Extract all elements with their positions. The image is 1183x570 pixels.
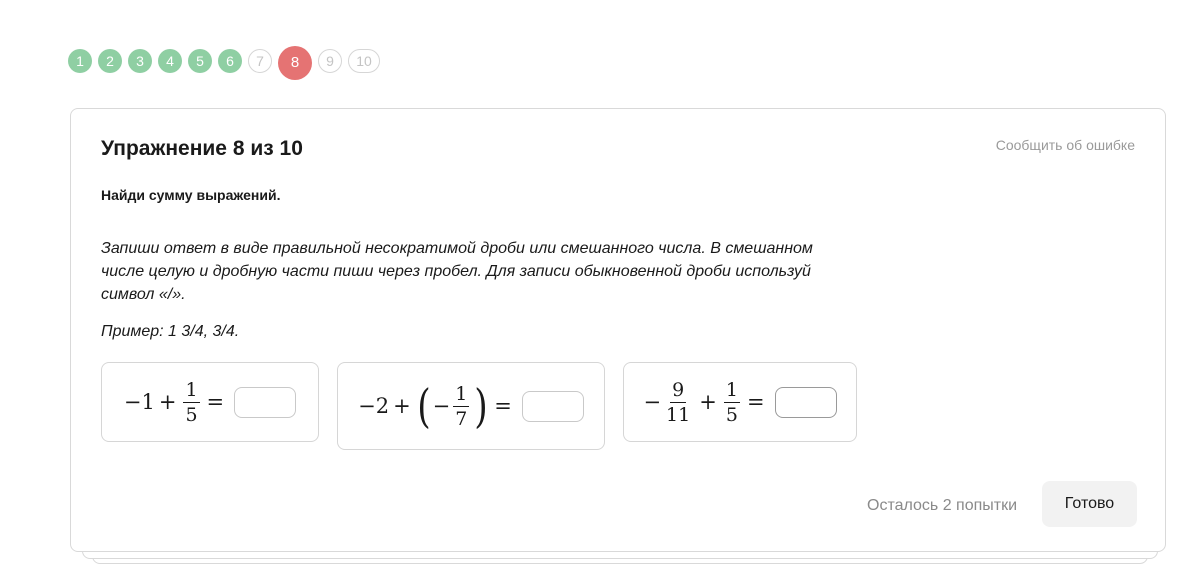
expr1-fraction (183, 379, 199, 426)
expression-3 (623, 362, 857, 442)
step-6[interactable]: 6 (218, 49, 242, 73)
expr3-equals: = (746, 390, 765, 414)
report-error-link[interactable]: Сообщить об ошибке (995, 137, 1135, 153)
example-text: Пример: 1 3/4, 3/4. (101, 323, 240, 340)
step-10[interactable]: 10 (348, 49, 380, 73)
answer-input-3[interactable] (775, 387, 837, 418)
answer-input-1[interactable] (234, 387, 296, 418)
step-4[interactable]: 4 (158, 49, 182, 73)
step-2[interactable]: 2 (98, 49, 122, 73)
attempts-remaining: Осталось 2 попытки (867, 497, 1018, 514)
expr1-denominator: 5 (185, 403, 198, 426)
expr3-lead-sign: − (643, 390, 662, 414)
left-paren: ( (416, 379, 431, 433)
right-paren: ) (474, 379, 489, 433)
expr2-denominator: 7 (455, 407, 468, 430)
exercise-title: Упражнение 8 из 10 (101, 137, 303, 160)
expr1-plus: + (158, 390, 177, 414)
expr3-fraction-2 (724, 379, 740, 426)
expr3-numerator-1: 9 (672, 378, 685, 401)
exercise-card (70, 108, 1166, 552)
expr2-equals: = (494, 394, 512, 418)
submit-button[interactable]: Готово (1042, 481, 1137, 527)
expr1-numerator: 1 (185, 378, 198, 401)
instruction-text: Запиши ответ в виде правильной несократимой дроби или смешанного числа. В смешанном числе целую и дробную части пиши через пробел. Для записи обыкновенной дроби используй символ «/». (101, 240, 813, 303)
expr3-fraction-1 (664, 379, 692, 426)
expression-2 (337, 362, 605, 450)
step-8-current[interactable]: 8 (278, 46, 312, 80)
answer-input-2[interactable] (522, 391, 584, 422)
expr2-numerator: 1 (455, 382, 468, 405)
step-5[interactable]: 5 (188, 49, 212, 73)
expr1-lead: −1 (123, 390, 155, 414)
step-3[interactable]: 3 (128, 49, 152, 73)
expr3-denominator-2: 5 (725, 403, 738, 426)
task-text: Найди сумму выражений. (101, 187, 281, 203)
step-9[interactable]: 9 (318, 49, 342, 73)
expr2-lead: −2 (358, 394, 390, 418)
expr2-fraction (453, 383, 469, 430)
expr3-numerator-2: 1 (725, 378, 738, 401)
step-1[interactable]: 1 (68, 49, 92, 73)
expr3-denominator-1: 11 (666, 403, 691, 426)
expr1-equals: = (206, 390, 225, 414)
expr2-plus: + (393, 394, 411, 418)
step-7[interactable]: 7 (248, 49, 272, 73)
expr3-plus: + (699, 390, 717, 414)
expression-1 (101, 362, 319, 442)
expr2-inner-sign: − (432, 394, 451, 418)
